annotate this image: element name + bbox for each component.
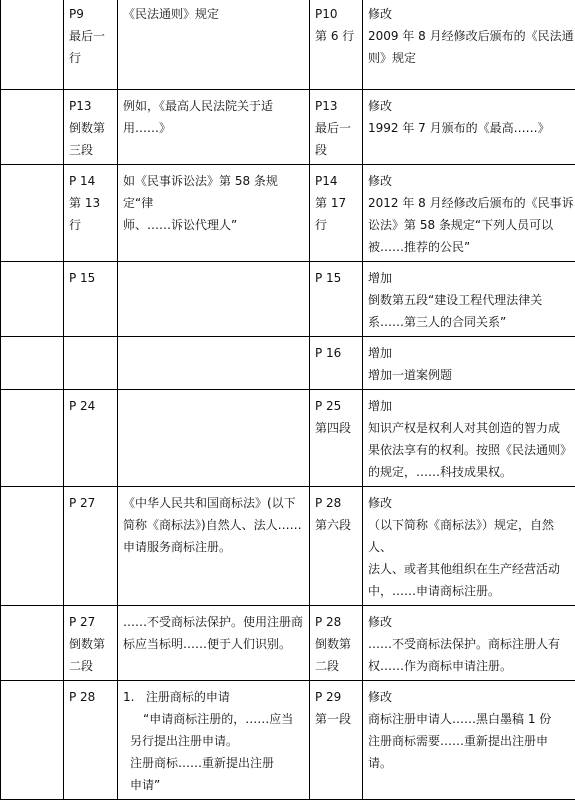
cell-text-line: P 16 — [315, 342, 358, 364]
old-location-cell — [64, 337, 118, 390]
cell-text-line: 例如，《最高人民法院关于适 — [123, 95, 305, 117]
cell-text-line: 注册商标需要……重新提出注册申 — [368, 730, 574, 752]
cell-text-line: 请。 — [368, 752, 574, 774]
old-content-cell — [118, 165, 310, 262]
table-row — [1, 0, 575, 90]
old-location-cell — [64, 487, 118, 606]
new-content-cell — [363, 337, 575, 390]
cell-text-line: 修改 — [368, 492, 574, 514]
old-content-cell — [118, 681, 310, 800]
blank-cell — [1, 681, 64, 800]
cell-text-line: 增加 — [368, 267, 574, 289]
new-content-cell — [363, 390, 575, 487]
cell-text-line: 倒数第 — [69, 117, 113, 139]
cell-text-line: P9 — [69, 3, 113, 25]
cell-text-line: P 28 — [315, 611, 358, 633]
new-content-cell — [363, 606, 575, 681]
old-content-cell — [118, 487, 310, 606]
cell-text-line: 如《民事诉讼法》第 58 条规定“律 — [123, 170, 305, 214]
new-location-cell — [310, 165, 363, 262]
cell-text-line: 2009 年 8 月经修改后颁布的《民法通 — [368, 25, 574, 47]
revision-table-body — [1, 0, 575, 800]
cell-text-line: 则》规定 — [368, 47, 574, 69]
cell-text-line: 注册商标……重新提出注册 — [123, 752, 305, 774]
cell-text-line: P 27 — [69, 611, 113, 633]
old-location-cell — [64, 262, 118, 337]
cell-text-line: 知识产权是权利人对其创造的智力成 — [368, 417, 574, 439]
cell-text-line: P 15 — [315, 267, 358, 289]
cell-text-line: 《中华人民共和国商标法》(以下 — [123, 492, 305, 514]
cell-text-line: 第 6 行 — [315, 25, 358, 47]
blank-cell — [1, 606, 64, 681]
cell-text-line: 修改 — [368, 611, 574, 633]
new-content-cell — [363, 487, 575, 606]
new-location-cell — [310, 681, 363, 800]
cell-text-line: 讼法》第 58 条规定“下列人员可以 — [368, 214, 574, 236]
table-row — [1, 90, 575, 165]
table-row — [1, 606, 575, 681]
new-location-cell — [310, 606, 363, 681]
blank-cell — [1, 487, 64, 606]
cell-text-line: 1992 年 7 月颁布的《最高……》 — [368, 117, 574, 139]
cell-text-line: 权……作为商标申请注册。 — [368, 655, 574, 677]
cell-text-line: 倒数第五段“建设工程代理法律关 — [368, 289, 574, 311]
cell-text-line: （以下简称《商标法》）规定，自然人、 — [368, 514, 574, 558]
cell-text-line: 系……第三人的合同关系” — [368, 311, 574, 333]
cell-text-line: P 27 — [69, 492, 113, 514]
cell-text-line: P 24 — [69, 395, 113, 417]
cell-text-line: P 14 — [69, 170, 113, 192]
new-content-cell — [363, 262, 575, 337]
blank-cell — [1, 90, 64, 165]
cell-text-line: 另行提出注册申请。 — [123, 730, 305, 752]
cell-text-line: P 29 — [315, 686, 358, 708]
cell-text-line: 修改 — [368, 3, 574, 25]
cell-text-line: P 28 — [315, 492, 358, 514]
cell-text-line: P 15 — [69, 267, 113, 289]
cell-text-line: 申请” — [123, 774, 305, 796]
cell-text-line: 第六段 — [315, 514, 358, 536]
old-content-cell — [118, 262, 310, 337]
cell-text-line: 第四段 — [315, 417, 358, 439]
cell-text-line: 的规定，……科技成果权。 — [368, 461, 574, 483]
cell-text-line: 行 — [69, 214, 113, 236]
cell-text-line: P 25 — [315, 395, 358, 417]
new-location-cell — [310, 390, 363, 487]
new-location-cell — [310, 262, 363, 337]
old-content-cell — [118, 606, 310, 681]
table-row — [1, 165, 575, 262]
cell-text-line: 第一段 — [315, 708, 358, 730]
cell-text-line: 倒数第 — [69, 633, 113, 655]
blank-cell — [1, 337, 64, 390]
old-location-cell — [64, 606, 118, 681]
blank-cell — [1, 390, 64, 487]
cell-text-line: 最后一 — [315, 117, 358, 139]
cell-text-line: 修改 — [368, 95, 574, 117]
cell-text-line: 《民法通则》规定 — [123, 3, 305, 25]
cell-text-line: 中，……申请商标注册。 — [368, 580, 574, 602]
cell-text-line: P14 — [315, 170, 358, 192]
cell-text-line: 增加一道案例题 — [368, 364, 574, 386]
cell-text-line: 二段 — [315, 655, 358, 677]
cell-text-line: 修改 — [368, 686, 574, 708]
cell-text-line: 用……》 — [123, 117, 305, 139]
new-content-cell — [363, 0, 575, 90]
table-row — [1, 487, 575, 606]
old-location-cell — [64, 90, 118, 165]
cell-text-line: 最后一 — [69, 25, 113, 47]
new-location-cell — [310, 0, 363, 90]
cell-text-line: 增加 — [368, 342, 574, 364]
cell-text-line: 法人、或者其他组织在生产经营活动 — [368, 558, 574, 580]
new-location-cell — [310, 337, 363, 390]
cell-text-line: 1. 注册商标的申请 — [123, 686, 305, 708]
blank-cell — [1, 165, 64, 262]
cell-text-line: 师、……诉讼代理人” — [123, 214, 305, 236]
cell-text-line: 第 13 — [69, 192, 113, 214]
new-content-cell — [363, 90, 575, 165]
new-content-cell — [363, 165, 575, 262]
cell-text-line: “申请商标注册的，……应当 — [123, 708, 305, 730]
cell-text-line: 被……推荐的公民” — [368, 236, 574, 258]
old-content-cell — [118, 0, 310, 90]
cell-text-line: 增加 — [368, 395, 574, 417]
cell-text-line: P13 — [315, 95, 358, 117]
cell-text-line: 申请服务商标注册。 — [123, 536, 305, 558]
cell-text-line: ……不受商标法保护。使用注册商 — [123, 611, 305, 633]
blank-cell — [1, 0, 64, 90]
old-location-cell — [64, 0, 118, 90]
new-location-cell — [310, 90, 363, 165]
cell-text-line: P10 — [315, 3, 358, 25]
old-content-cell — [118, 90, 310, 165]
cell-text-line: 标应当标明……便于人们识别。 — [123, 633, 305, 655]
blank-cell — [1, 262, 64, 337]
old-location-cell — [64, 681, 118, 800]
table-row — [1, 681, 575, 800]
old-content-cell — [118, 390, 310, 487]
cell-text-line: 二段 — [69, 655, 113, 677]
cell-text-line: P13 — [69, 95, 113, 117]
table-row — [1, 337, 575, 390]
new-location-cell — [310, 487, 363, 606]
cell-text-line: 简称《商标法》)自然人、法人…… — [123, 514, 305, 536]
old-location-cell — [64, 165, 118, 262]
cell-text-line: 商标注册申请人……黑白墨稿 1 份 — [368, 708, 574, 730]
table-row — [1, 390, 575, 487]
cell-text-line: 倒数第 — [315, 633, 358, 655]
cell-text-line: ……不受商标法保护。商标注册人有 — [368, 633, 574, 655]
cell-text-line: 段 — [315, 139, 358, 161]
old-content-cell — [118, 337, 310, 390]
cell-text-line: 修改 — [368, 170, 574, 192]
cell-text-line: 第 17 行 — [315, 192, 358, 236]
new-content-cell — [363, 681, 575, 800]
cell-text-line: 2012 年 8 月经修改后颁布的《民事诉 — [368, 192, 574, 214]
table-row — [1, 262, 575, 337]
old-location-cell — [64, 390, 118, 487]
cell-text-line: 果依法享有的权利。按照《民法通则》 — [368, 439, 574, 461]
cell-text-line: 三段 — [69, 139, 113, 161]
cell-text-line: P 28 — [69, 686, 113, 708]
cell-text-line: 行 — [69, 47, 113, 69]
